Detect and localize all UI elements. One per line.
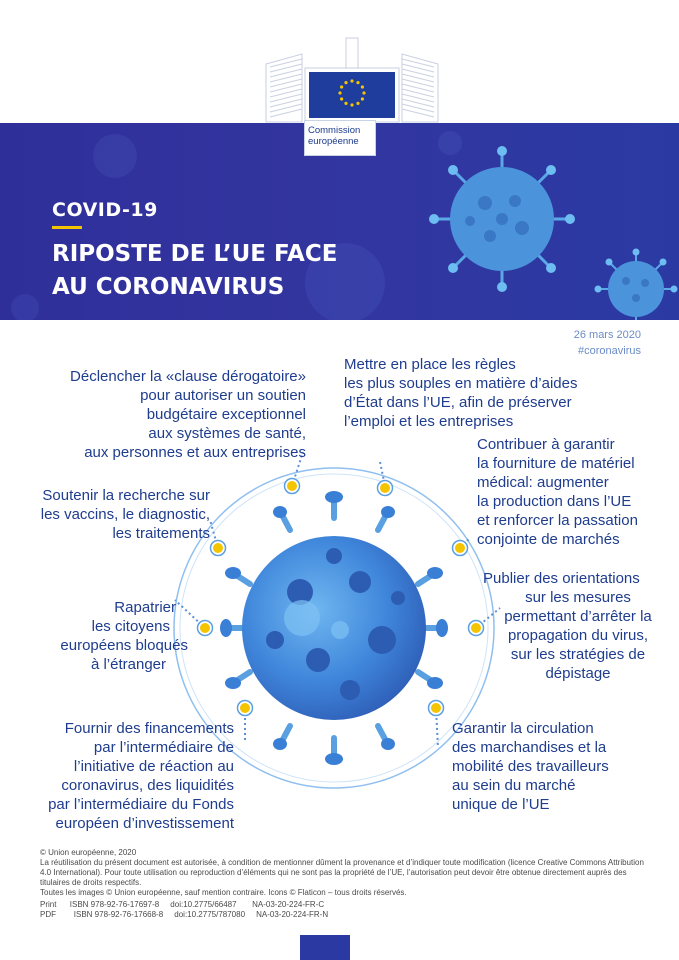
action-research-line: Soutenir la recherche sur bbox=[42, 487, 210, 504]
action-medical-line: conjointe de marchés bbox=[477, 531, 620, 548]
action-research bbox=[10, 486, 210, 543]
commission-logo-label bbox=[304, 120, 376, 156]
page-title-line-1: RIPOSTE DE L’UE FACE bbox=[52, 241, 338, 267]
action-state-aid-line: d’État dans l’UE, afin de préserver bbox=[344, 394, 572, 411]
action-funding-line: Fournir des financements bbox=[64, 720, 234, 737]
action-medical-line: Contribuer à garantir bbox=[477, 436, 615, 453]
action-medical-line: la fourniture de matériel bbox=[477, 455, 635, 472]
action-funding-line: l’initiative de réaction au bbox=[73, 758, 234, 775]
action-guidelines-line: dépistage bbox=[545, 665, 611, 682]
action-market-line: unique de l’UE bbox=[452, 796, 550, 813]
action-funding-line: par l’intermédiaire du Fonds bbox=[48, 796, 234, 813]
action-guidelines-line: propagation du virus, bbox=[507, 627, 649, 644]
action-guidelines bbox=[483, 569, 673, 683]
action-budget-line: Déclencher la «clause dérogatoire» bbox=[70, 368, 306, 385]
action-guidelines-line: sur les mesures bbox=[525, 589, 631, 606]
action-budget-line: aux systèmes de santé, bbox=[148, 425, 306, 442]
action-funding bbox=[4, 719, 234, 833]
action-state-aid-line: l’emploi et les entreprises bbox=[344, 413, 514, 430]
hashtag-label: #coronavirus bbox=[578, 345, 641, 357]
action-research-line: les vaccins, le diagnostic, bbox=[40, 506, 210, 523]
action-market-line: mobilité des travailleurs bbox=[452, 758, 609, 775]
action-market bbox=[452, 719, 672, 814]
action-budget-line: pour autoriser un soutien bbox=[140, 387, 306, 404]
footer-print-ids: Print ISBN 978-92-76-17697-8 doi:10.2775/66487 NA-03-20-224-FR-C bbox=[40, 900, 325, 909]
action-medical bbox=[477, 435, 677, 549]
action-repatriate bbox=[18, 598, 188, 674]
action-market-line: des marchandises et la bbox=[452, 739, 607, 756]
action-medical-line: médical: augmenter bbox=[477, 474, 609, 491]
covid-label: COVID-19 bbox=[52, 199, 158, 221]
action-guidelines-line: permettant d’arrêter la bbox=[504, 608, 652, 625]
action-state-aid bbox=[344, 355, 644, 431]
action-guidelines-line: Publier des orientations bbox=[483, 570, 640, 587]
action-repatriate-line: les citoyens bbox=[91, 618, 170, 635]
logo-line-2: européenne bbox=[308, 136, 359, 147]
action-repatriate-line: à l’étranger bbox=[90, 656, 166, 673]
action-funding-line: coronavirus, des liquidités bbox=[61, 777, 234, 794]
action-market-line: Garantir la circulation bbox=[452, 720, 594, 737]
action-repatriate-line: Rapatrier bbox=[114, 599, 176, 616]
action-state-aid-line: les plus souples en matière d’aides bbox=[344, 375, 578, 392]
footer-images: Toutes les images © Union européenne, sauf mention contraire. Icons © Flaticon – tous droits réservés. bbox=[40, 888, 407, 897]
action-repatriate-line: européens bloqués bbox=[60, 637, 188, 654]
date-label: 26 mars 2020 bbox=[573, 329, 641, 341]
footer-license: La réutilisation du présent document est autorisée, à condition de mentionner dûment la provenance et d’indiquer toute modification (licence Creative Commons Attribution 4.0 International). Pour toute utilisation ou reproduction d’éléments qui ne sont pas la propriété de l’UE, l’autorisation peut devoir être obtenue directement auprès des titulaires de droits respectifs. bbox=[40, 858, 644, 887]
action-budget-line: aux personnes et aux entreprises bbox=[84, 444, 306, 461]
action-budget-line: budgétaire exceptionnel bbox=[146, 406, 306, 423]
action-funding-line: européen d’investissement bbox=[55, 815, 234, 832]
action-state-aid-line: Mettre en place les règles bbox=[344, 356, 516, 373]
action-funding-line: par l’intermédiaire de bbox=[93, 739, 234, 756]
action-market-line: au sein du marché bbox=[452, 777, 576, 794]
page-title-line-2: AU CORONAVIRUS bbox=[52, 274, 285, 300]
footer-pdf-ids: PDF ISBN 978-92-76-17668-8 doi:10.2775/787080 NA-03-20-224-FR-N bbox=[40, 910, 329, 919]
logo-line-1: Commission bbox=[308, 125, 361, 136]
action-guidelines-line: sur les stratégies de bbox=[510, 646, 646, 663]
action-research-line: les traitements bbox=[112, 525, 210, 542]
bottom-bar bbox=[300, 935, 350, 960]
footer-copyright: © Union européenne, 2020 bbox=[40, 848, 137, 857]
footer bbox=[40, 848, 650, 920]
action-budget bbox=[16, 367, 306, 462]
action-medical-line: la production dans l’UE bbox=[477, 493, 632, 510]
action-medical-line: et renforcer la passation bbox=[477, 512, 638, 529]
